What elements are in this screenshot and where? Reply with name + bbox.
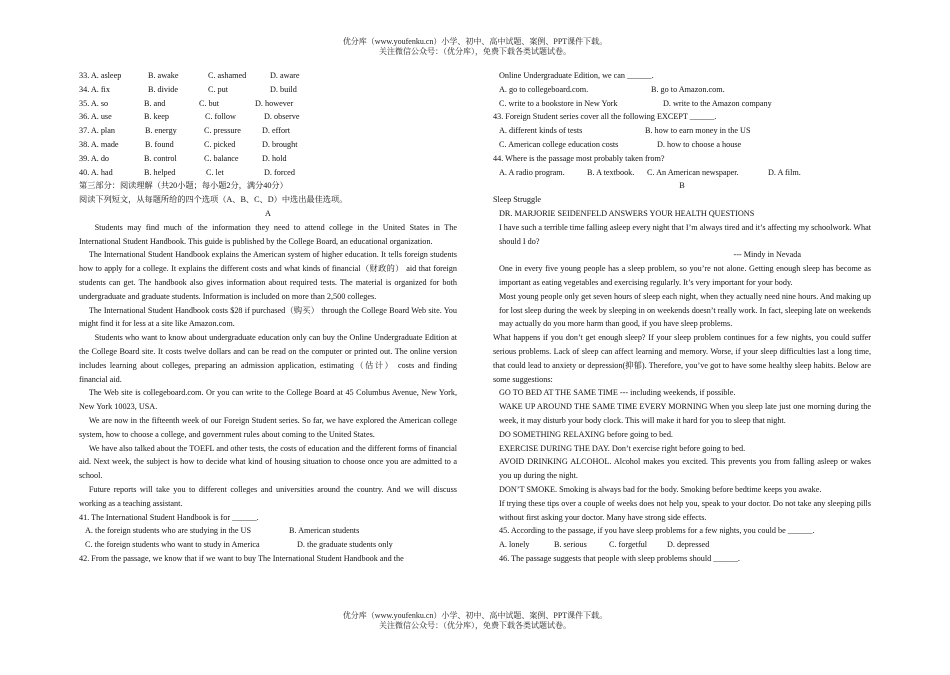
question-stem: 41. The International Student Handbook is for ______. [79,512,259,522]
paragraph: What happens if you don’t get enough sleep? If your sleep problem continues for a few nights, you could suffer serious problems. Lack of sleep can affect learning and memory. Worse, if your sleep difficulties last a long time, that could lead to anxiety or depression(抑郁). Therefore, you’ve got to have some healthy sleep habits. Below are some suggestions: [493,333,871,384]
paragraph: The International Student Handbook costs $28 if purchased（购买） through the College Board Web site. You might find it for less at a site like Amazon.com. [79,305,457,329]
passage-title: Sleep Struggle [493,195,541,205]
suggestion: EXERCISE DURING THE DAY. Don’t exercise right before going to bed. [499,443,746,453]
question-options: C. the foreign students who want to study in America D. the graduate students only [85,540,393,550]
cloze-options [79,69,457,179]
question-options: C. American college education costs D. how to choose a house [499,139,742,149]
question-options: A. A radio program. B. A textbook. C. An American newspaper. D. A film. [499,167,801,177]
suggestion: AVOID DRINKING ALCOHOL. Alcohol makes you excited. This prevents you from falling asleep or wakes you up during the night. [499,457,871,481]
question-options: A. the foreign students who are studying in the US B. American students [85,526,360,536]
footer-line-2: 关注微信公众号：（优分库），免费下载各类试题试卷。 [379,621,571,630]
paragraph: Students who want to know about undergraduate education only can buy the Online Undergraduate Edition at the College Board site. It costs twelve dollars and can be read on the computer or printed out. The online version includes learning about colleges, preparing an admission application, estimating（估计） costs and finding financial aid. [79,333,457,384]
paragraph: Future reports will take you to different colleges and universities around the country. And we will discuss working as a teaching assistant. [79,484,457,508]
cloze-row: 35. A. so B. and C. but D. however [79,98,294,108]
question-stem: 43. Foreign Student series cover all the following EXCEPT ______. [493,112,717,122]
cloze-row: 36. A. use B. keep C. follow D. observe [79,112,300,122]
paragraph: If trying these tips over a couple of weeks does not help you, speak to your doctor. Do not take any sleeping pills without first asking your doctor. Many have strong side effects. [499,498,871,522]
paragraph: The Web site is collegeboard.com. Or you can write to the College Board at 45 Columbus Avenue, New York, New York 10023, USA. [79,388,457,412]
paragraph: We have also talked about the TOEFL and other tests, the costs of education and the different forms of financial aid. Next week, the subject is how to decide what kind of housing situation to choose once you are admitted to a school. [79,443,457,481]
paragraph: We are now in the fifteenth week of our Foreign Student series. So far, we have explored the American college system, how to choose a college, and government rules about coming to the United States. [79,415,457,439]
question-stem: 46. The passage suggests that people with sleep problems should ______. [499,553,740,563]
header-line-1: 优分库（www.youfenku.cn）小学、初中、高中试题、案例、PPT课件下载。 [342,37,608,46]
question-options: A. lonely B. serious C. forgetful D. depressed [499,540,710,550]
letter-signature: --- Mindy in Nevada [733,250,801,260]
question-stem-continued: Online Undergraduate Edition, we can ______. [499,71,654,80]
passage-label: A [265,208,271,218]
cloze-row: 37. A. plan B. energy C. pressure D. effort [79,126,291,136]
cloze-row: 39. A. do B. control C. balance D. hold [79,153,287,163]
suggestion: DON’T SMOKE. Smoking is always bad for the body. Smoking before bedtime keeps you awake. [499,484,822,494]
question-options: C. write to a bookstore in New York D. write to the Amazon company [499,98,772,108]
paragraph: Students may find much of the information they need to attend college in the United States in The International Student Handbook. This guide is published by the College Board, an educational organization. [79,222,457,246]
cloze-row: 33. A. asleep B. awake C. ashamed D. aware [79,71,300,80]
section-heading: 第三部分：阅读理解（共20小题；每小题2分，满分40分） [79,181,288,191]
question-options: A. different kinds of tests B. how to earn money in the US [499,126,751,136]
passage-subtitle: DR. MARJORIE SEIDENFELD ANSWERS YOUR HEALTH QUESTIONS [499,208,755,218]
left-column [79,69,457,566]
paragraph: The International Student Handbook explains the American system of higher education. It tells foreign students how to apply for a college. It explains the different costs and what kinds of financial（财政的） aid that foreign students can get. The handbook also gives information about required tests. The material is organized for both undergraduate and graduate students. Information is included on more than 2,500 colleges. [79,250,457,301]
section-instruction: 阅读下列短文，从每题所给的四个选项（A、B、C、D）中选出最佳选项。 [79,195,348,205]
footer-line-1: 优分库（www.youfenku.cn）小学、初中、高中试题、案例、PPT课件下载。 [342,611,608,620]
question-options: A. go to collegeboard.com. B. go to Amazon.com. [499,84,725,94]
passage-label: B [679,181,685,191]
letter-text: I have such a terrible time falling asleep every night that I’m always tired and it’s affecting my schoolwork. What should I do? [499,222,871,246]
page-footer [0,611,950,631]
cloze-row: 40. A. had B. helped C. let D. forced [79,167,295,177]
page-header [0,37,950,57]
right-column [493,69,871,566]
suggestion: GO TO BED AT THE SAME TIME --- including weekends, if possible. [499,388,736,398]
question-stem: 45. According to the passage, if you have sleep problems for a few nights, you could be ______. [499,526,815,536]
paragraph: One in every five young people has a sleep problem, so you’re not alone. Getting enough sleep has become as important as eating vegetables and exercising regularly. It’s very important for your body. [499,264,871,287]
cloze-row: 38. A. made B. found C. picked D. brought [79,139,298,149]
question-stem: 42. From the passage, we know that if we want to buy The International Student Handbook and the [79,553,404,563]
header-line-2: 关注微信公众号：（优分库），免费下载各类试题试卷。 [379,47,571,56]
suggestion: WAKE UP AROUND THE SAME TIME EVERY MORNING When you sleep late just one morning during the week, it may disturb your body clock. This will make it hard for you to sleep that night. [499,402,871,425]
paragraph: Most young people only get seven hours of sleep each night, when they actually need nine hours. And making up for lost sleep during the week by sleeping in on weekends doesn’t really work. In fact, sleeping late on weekends may actually do you more harm than good, if you have sleep problems. [499,291,871,329]
question-stem: 44. Where is the passage most probably taken from? [493,153,665,163]
cloze-row: 34. A. fix B. divide C. put D. build [79,84,297,94]
suggestion: DO SOMETHING RELAXING before going to bed. [499,429,673,439]
